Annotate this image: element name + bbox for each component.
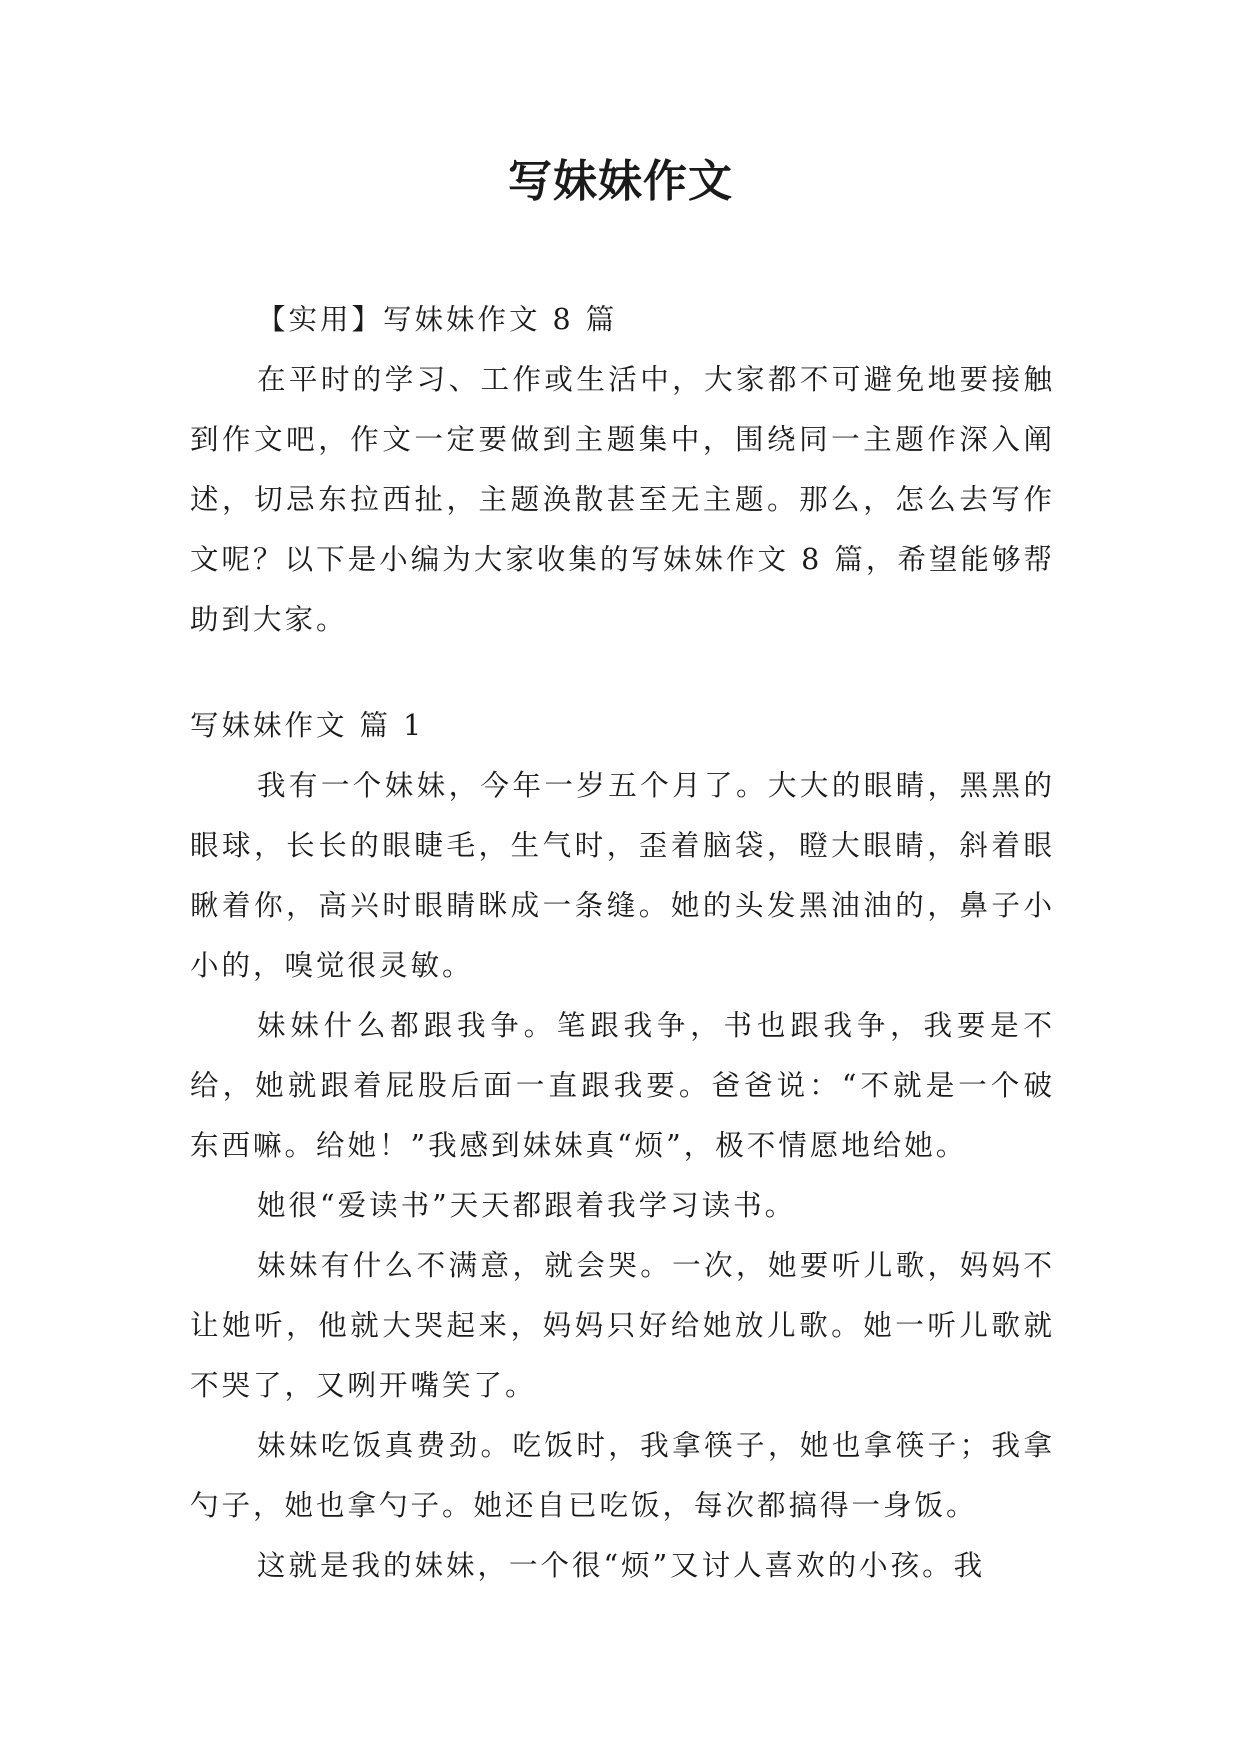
paragraph: 她很“爱读书”天天都跟着我学习读书。 (257, 1189, 797, 1222)
paragraph: 妹妹什么都跟我争。笔跟我争，书也跟我争，我要是不给，她就跟着屁股后面一直跟我要。爸爸说：“不就是一个破东西嘛。给她！”我感到妹妹真“烦”，极不情愿地给她。 (190, 1009, 1055, 1162)
paragraph: 妹妹吃饭真费劲。吃饭时，我拿筷子，她也拿筷子；我拿勺子，她也拿勺子。她还自已吃饭，每次都搞得一身饭。 (190, 1429, 1055, 1522)
paragraph: 妹妹有什么不满意，就会哭。一次，她要听儿歌，妈妈不让她听，他就大哭起来，妈妈只好给她放儿歌。她一听儿歌就不哭了，又咧开嘴笑了。 (190, 1249, 1055, 1402)
intro-paragraph: 在平时的学习、工作或生活中，大家都不可避免地要接触到作文吧，作文一定要做到主题集中，围绕同一主题作深入阐述，切忌东拉西扯，主题涣散甚至无主题。那么，怎么去写作文呢？以下是小编为大家收集的写妹妹作文 8 篇，希望能够帮助到大家。 (190, 363, 1055, 636)
intro-block (190, 290, 1055, 650)
paragraph: 这就是我的妹妹，一个很“烦”又讨人喜欢的小孩。我 (257, 1549, 986, 1582)
document-title: 写妹妹作文 (508, 156, 733, 207)
section-1 (190, 696, 1055, 1596)
intro-subtitle: 【实用】写妹妹作文 8 篇 (257, 303, 618, 336)
paragraph: 我有一个妹妹，今年一岁五个月了。大大的眼睛，黑黑的眼球，长长的眼睫毛，生气时，歪着脑袋，瞪大眼睛，斜着眼瞅着你，高兴时眼睛眯成一条缝。她的头发黑油油的，鼻子小小的，嗅觉很灵敏。 (190, 769, 1055, 982)
section-heading: 写妹妹作文 篇 1 (190, 709, 425, 742)
